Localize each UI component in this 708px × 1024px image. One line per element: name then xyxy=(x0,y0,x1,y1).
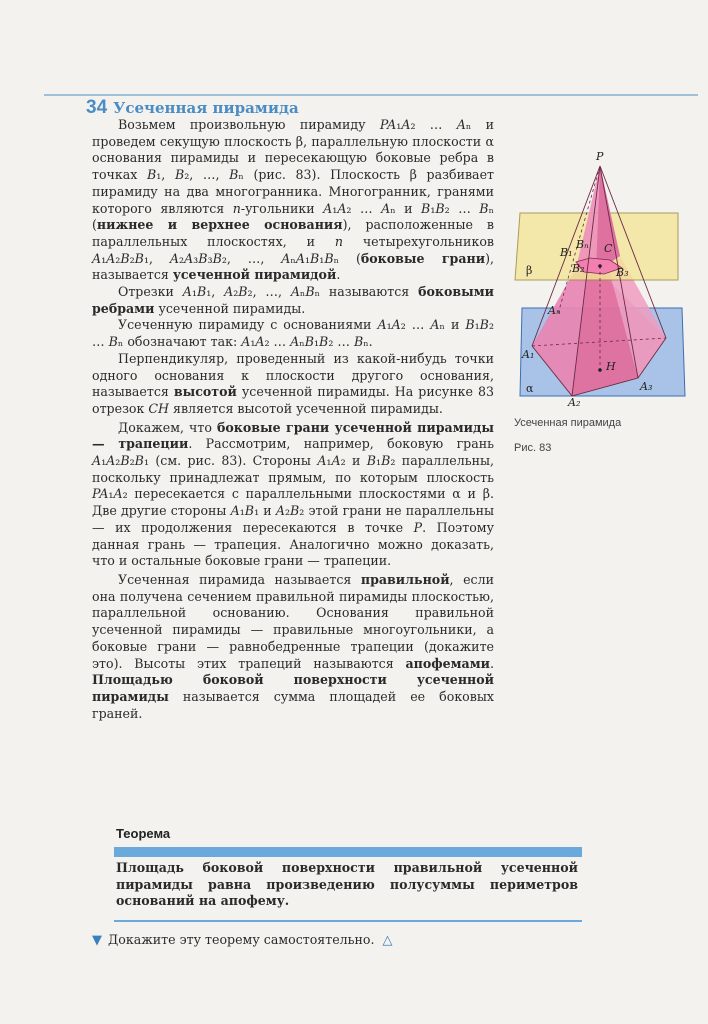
label-p: P xyxy=(596,150,604,163)
body-text xyxy=(92,117,494,722)
paragraph-proof: Докажем, что боковые грани усеченной пирамиды — трапеции. Рассмотрим, например, боковую грань A₁A₂B₂B₁ (см. рис. 83). Стороны A₁A₂ и B₁B₂ параллельны, поскольку принадлежат прямым, по которым плоскость PA₁A₂ пересекается с параллельными плоскостями α и β. Две другие стороны A₁B₁ и A₂B₂ этой грани не параллельны — их продолжения пересекаются в точке P. Поэтому данная грань — трапеция. Аналогично можно доказать, что и остальные боковые грани — трапеции. xyxy=(92,419,494,569)
label-an: Aₙ xyxy=(548,304,561,317)
exercise-text: Докажите эту теорему самостоятельно. xyxy=(108,932,375,947)
label-c: C xyxy=(604,242,613,255)
label-b2: B₂ xyxy=(572,262,585,275)
figure-caption: Усеченная пирамида xyxy=(514,417,622,429)
triangle-up-icon: △ xyxy=(382,933,393,948)
exercise-line xyxy=(92,932,393,948)
label-b1: B₁ xyxy=(560,246,573,259)
paragraph-height: Перпендикуляр, проведенный из какой-нибудь точки одного основания к плоскости другого основания, называется высотой усеченной пирамиды. На рисунке 83 отрезок CH является высотой усеченной пирамиды. xyxy=(92,350,494,416)
section-heading xyxy=(86,97,299,119)
label-alpha: α xyxy=(526,382,534,395)
label-a2: A₂ xyxy=(568,396,581,408)
label-a1: A₁ xyxy=(522,348,535,361)
top-rule xyxy=(44,94,698,96)
theorem-bottom-rule xyxy=(114,920,582,922)
theorem-title: Теорема xyxy=(116,826,171,841)
label-b3: B₃ xyxy=(616,266,629,279)
label-beta: β xyxy=(526,264,533,277)
section-title: Усеченная пирамида xyxy=(113,99,299,117)
point-c xyxy=(598,264,602,268)
label-a3: A₃ xyxy=(640,380,653,393)
theorem-bar xyxy=(114,847,582,857)
section-number: 34 xyxy=(86,97,108,118)
label-bn: Bₙ xyxy=(576,238,589,251)
paragraph-definition: Возьмем произвольную пирамиду PA₁A₂ … Aₙ и проведем секущую плоскость β, параллельную плоскости α основания пирамиды и пересекающую боковые ребра в точках B₁, B₂, …, Bₙ (рис. 83). Плоскость β разбивает пирамиду на два многогранника. Многогранник, гранями которого являются n-угольники A₁A₂ … Aₙ и B₁B₂ … Bₙ (нижнее и верхнее основания), расположенные в параллельных плоскостях, и n четырехугольников A₁A₂B₂B₁, A₂A₃B₃B₂, …, AₙA₁B₁Bₙ (боковые грани), называется усеченной пирамидой. xyxy=(92,117,495,283)
figure-number: Рис. 83 xyxy=(514,442,552,454)
paragraph-notation: Усеченную пирамиду с основаниями A₁A₂ … Aₙ и B₁B₂ … Bₙ обозначают так: A₁A₂ … AₙB₁B₂ … Bₙ. xyxy=(92,317,494,350)
paragraph-regular: Усеченная пирамида называется правильной, если она получена сечением правильной пирамиды плоскостью, параллельной основанию. Основания правильной усеченной пирамиды — правильные многоугольники, а боковые грани — равнобедренные трапеции (докажите это). Высоты этих трапеций называются апофемами. Площадью боковой поверхности усеченной пирамиды называется сумма площадей ее боковых граней. xyxy=(92,571,494,721)
theorem-text: Площадь боковой поверхности правильной усеченной пирамиды равна произведению полусуммы периметров оснований на апофему. xyxy=(116,860,578,908)
paragraph-lateral-edges: Отрезки A₁B₁, A₂B₂, …, AₙBₙ называются боковыми ребрами усеченной пирамиды. xyxy=(92,284,495,316)
triangle-down-icon: ▼ xyxy=(92,933,102,948)
truncated-pyramid-figure xyxy=(510,148,690,408)
label-h: H xyxy=(606,360,616,373)
point-h xyxy=(598,368,602,372)
